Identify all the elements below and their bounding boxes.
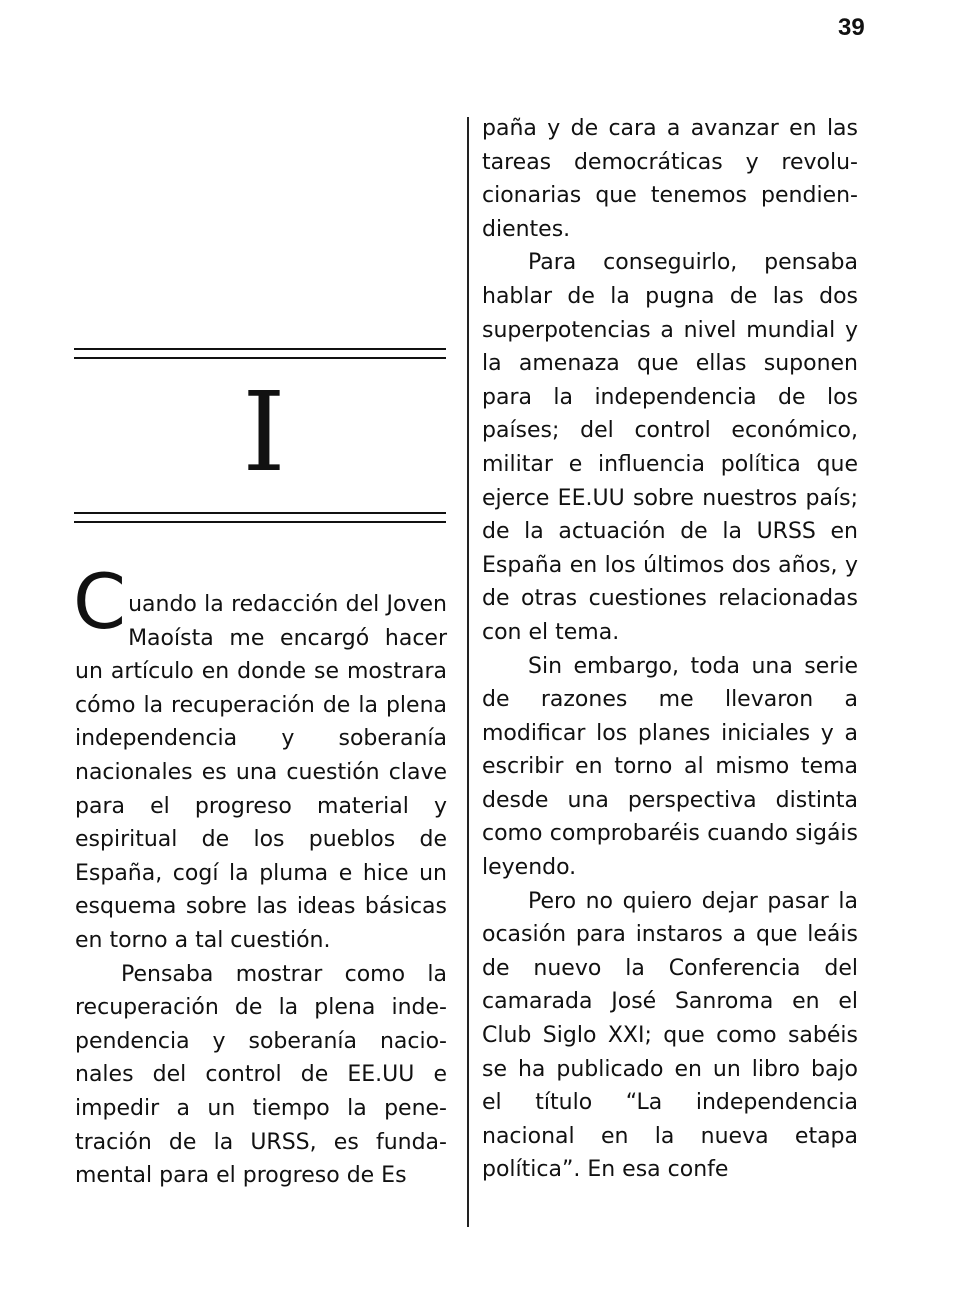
paragraph: Para conseguirlo, pensaba hablar de la pugna de las dos superpotencias a nivel mundial y la amenaza que ellas suponen para la independencia de los países; del control económico, militar e influencia política que ejerce EE.UU sobre nuestros país; de la actuación de la URSS en España en los últimos dos años, y de otras cuestiones relacionadas con el tema. (482, 250, 858, 645)
chapter-rule-bottom (74, 512, 446, 523)
paragraph: Sin embargo, toda una serie de razones me llevaron a modificar los planes iniciales y a escribir en torno al mismo tema desde una perspectiva distinta como comprobaréis cuando sigáis leyendo. (482, 653, 858, 881)
paragraph-text: uando la redacción del Joven Maoísta me encargó hacer un artículo en donde se mostrara cómo la recuperación de la plena independencia y soberanía nacionales es una cuestión clave para el progreso material y espiritual de los pueblos de España, cogí la pluma e hice un esquema sobre las ideas básicas en torno a tal cuestión. (75, 592, 447, 953)
chapter-numeral: I (242, 368, 286, 496)
paragraph: paña y de cara a avanzar en las tareas democráticas y revolucionarias que tenemos pendiendientes. (482, 116, 858, 242)
dropcap: C (73, 557, 127, 646)
page-number: 39 (838, 14, 865, 41)
paragraph: Pero no quiero dejar pasar la ocasión para instaros a que leáis de nuevo la Conferencia del camarada José Sanroma en el Club Siglo XXI; que como sabéis se ha publicado en un libro bajo el título “La independencia nacional en la nueva etapa política”. En esa confe (482, 888, 858, 1183)
right-column (482, 112, 858, 1187)
chapter-rule-top (74, 348, 446, 359)
left-column (73, 557, 447, 1193)
paragraph (73, 557, 447, 958)
paragraph: Pensaba mostrar como la recuperación de la plena independencia y soberanía nacionales del control de EE.UU e impedir a un tiempo la penetración de la URSS, es fundamental para el progreso de Es (75, 961, 447, 1189)
column-divider (467, 117, 469, 1227)
